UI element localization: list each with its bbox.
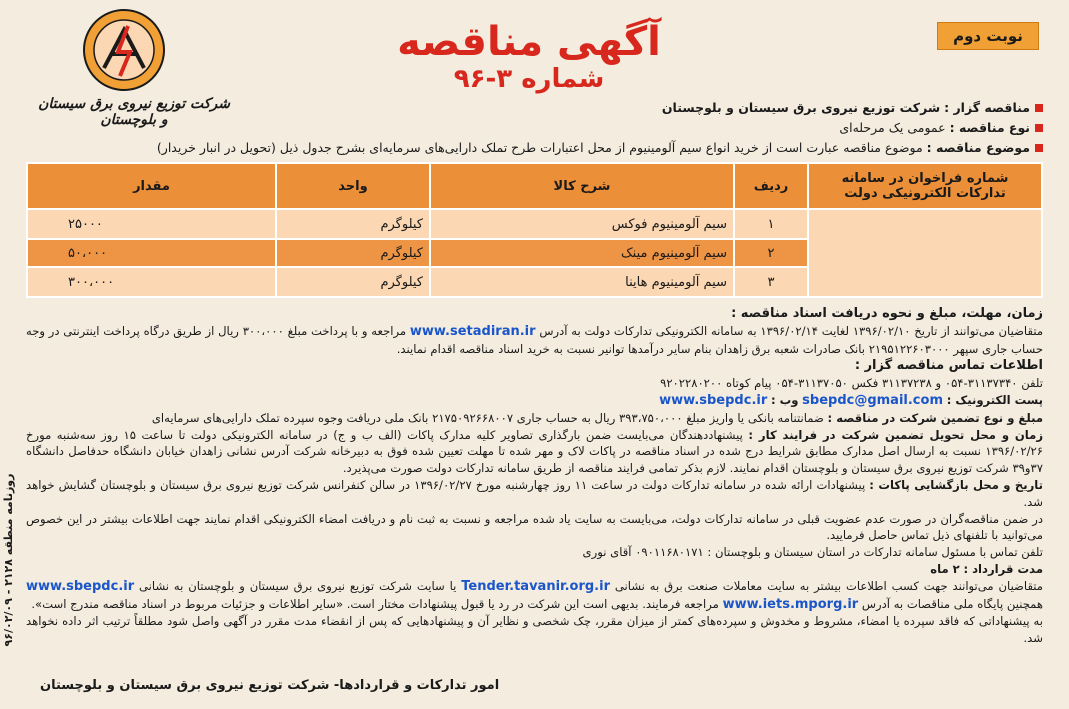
signature: امور تدارکات و قراردادها- شرکت توزیع نیروی برق سیستان و بلوچستان (40, 678, 500, 693)
bullet-subject: موضوع مناقصه : موضوع مناقصه عبارت است از خرید انواع سیم آلومینیوم از محل اعتبارات طرح تملک دارایی‌های سرمایه‌ای بشرح جدول ذیل (تحویل در انبار خریدار) (243, 138, 1043, 158)
delivery-section: زمان و محل تحویل تضمین شرکت در فرایند کار : پیشنهاددهندگان می‌بایست ضمن بارگذاری تصاویر کلیه مدارک پاکات (الف ب و ج) در سامانه الکترونیکی دولت تا ساعت ۱۵ روز سه‌شنبه مورخ ۱۳۹۶/۰۲/۲۶ نسبت به ارسال اصل مدارک مطابق شرایط درج شده در اسناد مناقصه در پاکات لاک و مهر شده تا مهلت تعیین شده فوق به دبیرخانه شرکت آدرس نشانی زاهدان خیابان دانشگاه حدفاصل دانشگاه ۳۷و۳۹ شرکت توزیع نیروی برق سیستان و بلوچستان اقدام نمایند. لازم بذکر تمامی فرایند مناقصه از طریق سامانه تدارکات دولت صورت می‌پذیرد. (26, 427, 1044, 476)
support-phone: تلفن تماس با مسئول سامانه تدارکات در استان سیستان و بلوچستان : ۰۹۰۱۱۶۸۰۱۷۱ آقای نوری (582, 545, 1043, 560)
side-strip (2, 420, 24, 700)
bullet-type: نوع مناقصه : عمومی یک مرحله‌ای (243, 118, 1043, 138)
round-label: نوبت دوم (937, 22, 1039, 50)
bullet-list (156, 98, 1043, 158)
docs-section: زمان، مهلت، مبلغ و نحوه دریافت اسناد مناقصه : (731, 306, 1043, 321)
header-system-number: شماره فراخوان در سامانه تدارکات الکترونیکی دولت (808, 163, 1042, 209)
notice-headline: آگهی مناقصه (397, 19, 661, 65)
setadiran-link[interactable]: www.setadiran.ir (409, 323, 536, 339)
sbepdc-link[interactable]: www.sbepdc.ir (26, 578, 135, 594)
iets-link[interactable]: www.iets.mporg.ir (722, 596, 859, 612)
header-row: ردیف (734, 163, 808, 209)
opening-section: تاریخ و محل بازگشایی پاکات : پیشنهادات ارائه شده در سامانه تدارکات دولت در ساعت ۱۱ روز چهارشنبه مورخ ۱۳۹۶/۰۲/۲۷ در سالن کنفرانس شرکت توزیع نیروی برق سیستان و بلوچستان گشایش خواهد شد. (26, 477, 1044, 509)
logo-caption: شرکت توزیع نیروی برق سیستان و بلوچستان (38, 96, 230, 128)
guarantee-section: مبلغ و نوع تضمین شرکت در مناقصه : ضمانتنامه بانکی یا واریز مبلغ ۳۹۳،۷۵۰،۰۰۰ ریال به حساب جاری ۲۱۷۵۰۹۲۶۶۸۰۰۷ بانک ملی دریافت وجوه سپرده تملک دارایی‌های سرمایه‌ای (151, 410, 1043, 425)
company-logo-icon (82, 8, 166, 92)
more-info: متقاضیان می‌توانند جهت کسب اطلاعات بیشتر به سایت معاملات صنعت برق به نشانی Tender.tavanir.org.ir یا سایت شرکت توزیع نیروی برق سیستان و بلوچستان به نشانی www.sbepdc.ir همچنین پایگاه ملی مناقصات به آدرس www.iets.mporg.ir مراجعه فرمایند. بدیهی است این شرکت در رد یا قبول پیشنهادات مختار است. «سایر اطلاعات و جزئیات مربوط در اسناد مناقصه مندرج است». (26, 578, 1044, 612)
final-note: به پیشنهاداتی که فاقد سپرده یا امضاء، مشروط و مخدوش و سپرده‌های کمتر از میزان مقرر، چک شخصی و نظایر آن و پیشنهادهایی که پس از انقضاء مدت مقرر در آگهی واصل شود مطلقاً ترتیب اثر داده نخواهد شد. (26, 614, 1043, 646)
contact-section: اطلاعات تماس مناقصه گزار : (854, 358, 1043, 374)
table-header-row (27, 163, 1042, 209)
bullet-tenderer: مناقصه گزار : شرکت توزیع نیروی برق سیستان و بلوچستان (243, 98, 1043, 118)
web-link[interactable]: www.sbepdc.ir (659, 392, 768, 408)
table-row: ۳ سیم آلومینیوم هاینا کیلوگرم ۳۰۰،۰۰۰ (27, 267, 1042, 297)
tavanir-link[interactable]: Tender.tavanir.org.ir (461, 578, 610, 594)
table-row: ۱ سیم آلومینیوم فوکس کیلوگرم ۲۵۰۰۰ (27, 209, 1042, 239)
items-table (26, 162, 1043, 298)
membership-note: در ضمن مناقصه‌گران در صورت عدم عضویت قبلی در سامانه تدارکات دولت، می‌بایست به سایت یاد شده مراجعه و نسبت به ثبت نام و دریافت امضاء الکترونیکی اقدام نمایند جهت اطلاعات بیشتر در این خصوص می‌توانید با تلفنهای ذیل تماس حاصل فرمایید. (26, 511, 1043, 543)
header-desc: شرح کالا (430, 163, 734, 209)
notice-body: زمان، مهلت، مبلغ و نحوه دریافت اسناد مناقصه : متقاضیان می‌توانند از تاریخ ۱۳۹۶/۰۲/۱۰ لغایت ۱۳۹۶/۰۲/۱۴ به سامانه الکترونیکی تدارکات دولت به آدرس www.setadiran.ir مراجعه و با پرداخت مبلغ ۳۰۰،۰۰۰ ریال از طریق درگاه پرداخت اینترنتی در وجه حساب جاری سپهر ۲۱۹۵۱۲۲۶۰۳۰۰۰ بانک صادرات شعبه برق زاهدان بنام سایر درآمدها توانیر نسبت به خرید اسناد مناقصه اقدام نمایند. اطلاعات تماس مناقصه گزار : تلفن ۳۱۱۳۷۳۴۰-۰۵۴ و ۳۱۱۳۷۲۳۸ فکس ۳۱۱۳۷۰۵۰-۰۵۴ پیام کوتاه ۹۲۰۲۲۸۰۲۰۰ پست الکترونیک : sbepdc@gmail.com وب : www.sbepdc.ir مبلغ و نوع تضمین شرکت در مناقصه : ضمانتنامه بانکی یا واریز مبلغ ۳۹۳،۷۵۰،۰۰۰ ریال به حساب جاری ۲۱۷۵۰۹۲۶۶۸۰۰۷ بانک ملی دریافت وجوه سپرده تملک دارایی‌های سرمایه‌ای زمان و محل تحویل تضمین شرکت در فرایند کار : پیشنهاددهندگان می‌بایست ضمن بارگذاری تصاویر کلیه مدارک پاکات (الف ب و ج) در سامانه الکترونیکی دولت تا ساعت ۱۵ روز سه‌شنبه مورخ ۱۳۹۶/۰۲/۲۶ نسبت به ارسال اصل مدارک مطابق شرایط درج شده در اسناد مناقصه در پاکات لاک و مهر شده تا مهلت تعیین شده فوق به دبیرخانه شرکت آدرس نشانی زاهدان خیابان دانشگاه حدفاصل دانشگاه ۳۷و۳۹ شرکت توزیع نیروی برق سیستان و بلوچستان اقدام نمایند. لازم بذکر تمامی فرایند مناقصه از طریق سامانه تدارکات دولت صورت می‌پذیرد. تاریخ و محل بازگشایی پاکات : پیشنهادات ارائه شده در سامانه تدارکات دولت در ساعت ۱۱ روز چهارشنبه مورخ ۱۳۹۶/۰۲/۲۷ در سالن کنفرانس شرکت توزیع نیروی برق سیستان و بلوچستان گشایش خواهد شد. در ضمن مناقصه‌گران در صورت عدم عضویت قبلی در سامانه تدارکات دولت، می‌بایست به سایت یاد شده مراجعه و نسبت به ثبت نام و دریافت امضاء الکترونیکی اقدام نمایند جهت اطلاعات بیشتر در این خصوص می‌توانید با تلفنهای ذیل تماس حاصل فرمایید. تلفن تماس با مسئول سامانه تدارکات در استان سیستان و بلوچستان : ۰۹۰۱۱۶۸۰۱۷۱ آقای نوری مدت قرارداد : ۲ ماه متقاضیان می‌توانند جهت کسب اطلاعات بیشتر به سایت معاملات صنعت برق به نشانی Tender.tavanir.org.ir یا سایت شرکت توزیع نیروی برق سیستان و بلوچستان به نشانی www.sbepdc.ir همچنین پایگاه ملی مناقصات به آدرس www.iets.mporg.ir مراجعه فرمایند. بدیهی است این شرکت در رد یا قبول پیشنهادات مختار است. «سایر اطلاعات و جزئیات مربوط در اسناد مناقصه مندرج است». به پیشنهاداتی که فاقد سپرده یا امضاء، مشروط و مخدوش و سپرده‌های کمتر از میزان مقرر، چک شخصی و نظایر آن و پیشنهادهایی که پس از انقضاء مدت مقرر در آگهی واصل شود مطلقاً ترتیب اثر داده نخواهد شد. (26, 306, 1044, 646)
table-row: ۲ سیم آلومینیوم مینک کیلوگرم ۵۰،۰۰۰ (27, 239, 1042, 267)
tender-number: شماره ۳-۹۶ (453, 64, 605, 94)
header-qty: مقدار (27, 163, 276, 209)
email-link[interactable]: sbepdc@gmail.com (802, 392, 943, 408)
header-unit: واحد (276, 163, 430, 209)
side-text: روزنامه منطقه ۲۱۲۸ - ۹۶/۰۲/۰۹ (2, 473, 15, 647)
contract-duration: مدت قرارداد : ۲ ماه (930, 561, 1043, 576)
